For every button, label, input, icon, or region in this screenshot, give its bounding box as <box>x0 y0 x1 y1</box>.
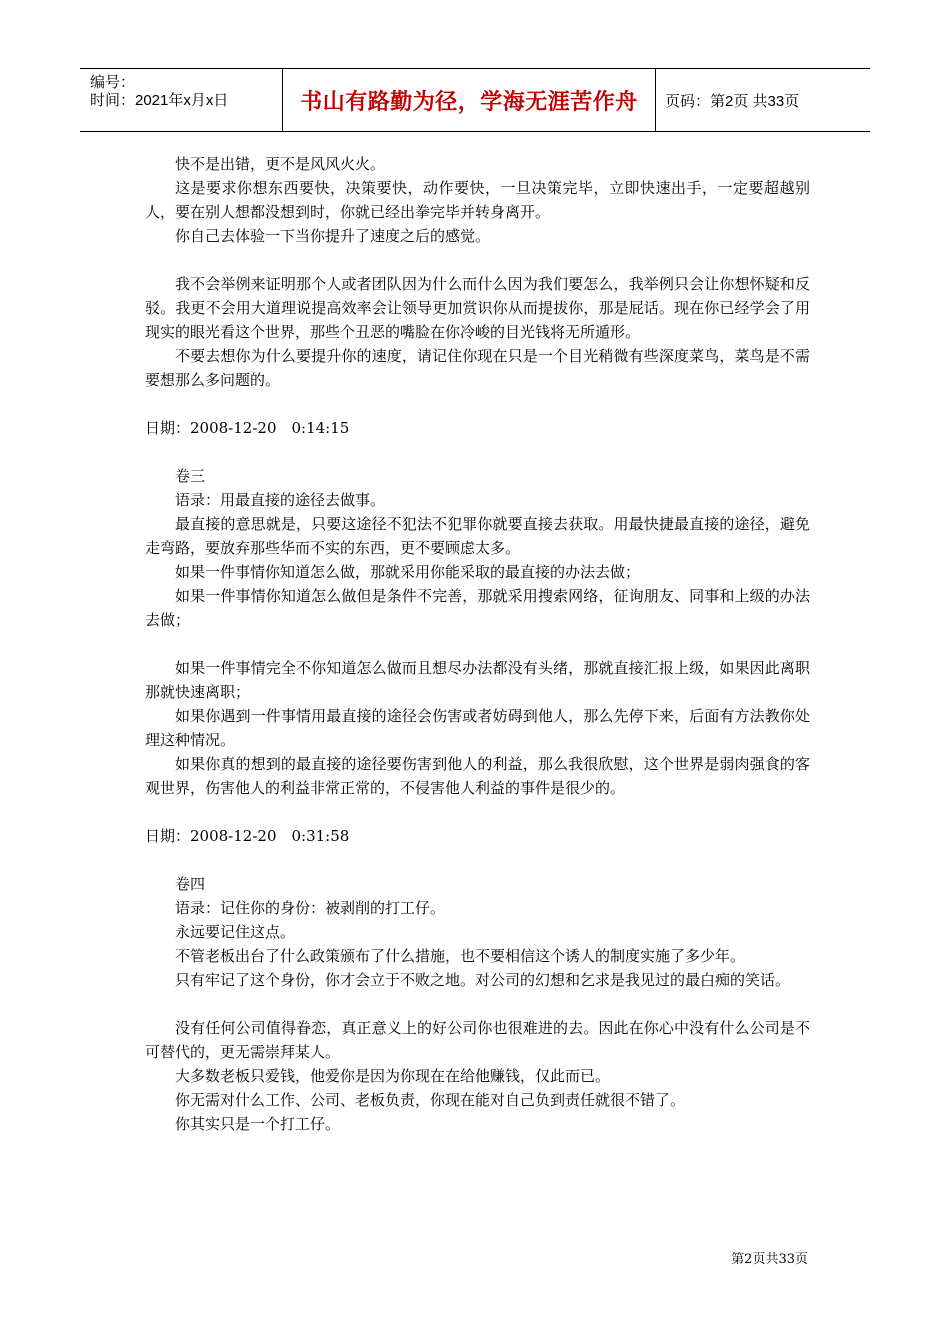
blank-line <box>145 848 810 872</box>
header-page-number: 页码：第2页 共33页 <box>665 92 800 110</box>
header-page-cell <box>655 69 870 131</box>
blank-line <box>145 632 810 656</box>
paragraph: 你其实只是一个打工仔。 <box>175 1115 341 1133</box>
blank-line <box>145 392 810 416</box>
page-footer: 第2页共33页 <box>731 1252 808 1267</box>
paragraph: 你无需对什么工作、公司、老板负责，你现在能对自己负到责任就很不错了。 <box>175 1091 686 1109</box>
paragraph: 永远要记住这点。 <box>175 923 296 941</box>
paragraph: 我不会举例来证明那个人或者团队因为什么而什么因为我们要怎么，我举例只会让你想怀疑和反驳。我更不会用大道理说提高效率会让领导更加赏识你从而提拔你，那是屁话。现在你已经学会了用现实的眼光看这个世界，那些个丑恶的嘴脸在你冷峻的目光钱将无所遁形。 <box>145 275 810 341</box>
date-line: 日期：2008-12-20 0:14:15 <box>145 419 350 437</box>
paragraph: 最直接的意思就是，只要这途径不犯法不犯罪你就要直接去获取。用最快捷最直接的途径，避免走弯路，要放弃那些华而不实的东西，更不要顾虑太多。 <box>145 515 810 557</box>
section-title: 卷四 <box>175 875 206 893</box>
header-meta <box>80 69 282 131</box>
header-motto: 书山有路勤为径，学海无涯苦作舟 <box>300 89 638 115</box>
page-header <box>80 68 870 132</box>
date-line: 日期：2008-12-20 0:31:58 <box>145 827 350 845</box>
paragraph: 不要去想你为什么要提升你的速度，请记住你现在只是一个目光稍微有些深度菜鸟，菜鸟是不需要想那么多问题的。 <box>145 347 810 389</box>
section-title: 卷三 <box>175 467 206 485</box>
paragraph: 没有任何公司值得眷恋，真正意义上的好公司你也很难进的去。因此在你心中没有什么公司是不可替代的，更无需崇拜某人。 <box>145 1019 810 1061</box>
paragraph: 大多数老板只爱钱，他爱你是因为你现在在给他赚钱，仅此而已。 <box>175 1067 611 1085</box>
paragraph: 如果你遇到一件事情用最直接的途径会伤害或者妨碍到他人，那么先停下来，后面有方法教你处理这种情况。 <box>145 707 810 749</box>
paragraph: 如果一件事情你知道怎么做，那就采用你能采取的最直接的办法去做； <box>175 563 641 581</box>
paragraph: 只有牢记了这个身份，你才会立于不败之地。对公司的幻想和乞求是我见过的最白痴的笑话。 <box>175 971 791 989</box>
quote-line: 语录：用最直接的途径去做事。 <box>175 491 386 509</box>
paragraph: 如果你真的想到的最直接的途径要伤害到他人的利益，那么我很欣慰，这个世界是弱肉强食的客观世界，伤害他人的利益非常正常的，不侵害他人利益的事件是很少的。 <box>145 755 810 797</box>
serial-number-label: 编号： <box>90 74 136 91</box>
paragraph: 如果一件事情你知道怎么做但是条件不完善，那就采用搜索网络，征询朋友、同事和上级的办法去做； <box>145 587 810 629</box>
blank-line <box>145 248 810 272</box>
paragraph: 这是要求你想东西要快，决策要快，动作要快，一旦决策完毕，立即快速出手，一定要超越别人，要在别人想都没想到时，你就已经出拳完毕并转身离开。 <box>145 179 810 221</box>
document-body <box>145 152 810 1136</box>
blank-line <box>145 440 810 464</box>
paragraph: 你自己去体验一下当你提升了速度之后的感觉。 <box>175 227 491 245</box>
quote-line: 语录：记住你的身份：被剥削的打工仔。 <box>175 899 446 917</box>
paragraph: 快不是出错，更不是风风火火。 <box>175 155 386 173</box>
date-label: 时间：2021年x月x日 <box>90 92 229 109</box>
header-motto-cell <box>282 69 656 131</box>
paragraph: 不管老板出台了什么政策颁布了什么措施，也不要相信这个诱人的制度实施了多少年。 <box>175 947 746 965</box>
blank-line <box>145 800 810 824</box>
paragraph: 如果一件事情完全不你知道怎么做而且想尽办法都没有头绪，那就直接汇报上级，如果因此离职那就快速离职； <box>145 659 810 701</box>
blank-line <box>145 992 810 1016</box>
